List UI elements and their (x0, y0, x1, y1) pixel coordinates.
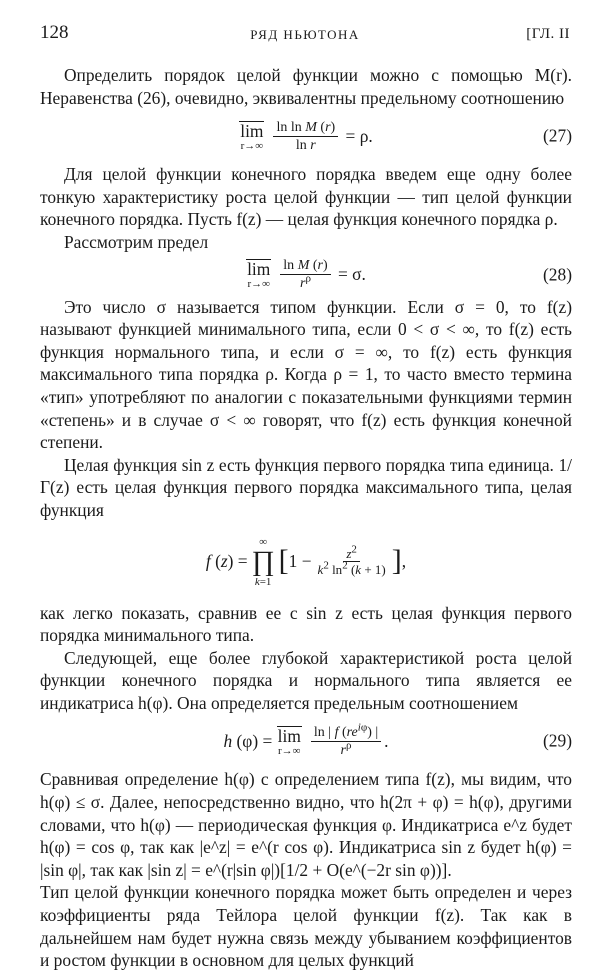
limsup-operator: lim r→∞ (247, 259, 271, 291)
equation-29: h (φ) = lim r→∞ $\frac{\ln | f (re^{i\varphi}) |}{r^\rho}$ . (29) (223, 721, 572, 758)
fraction: $\frac{\ln | f (re^{i\varphi}) |}{r^\rho}$ (311, 724, 381, 759)
paragraph-5: Целая функция sin z есть функция первого порядка типа единица. 1/Γ(z) есть целая функция первого порядка максимального типа, целая функция (40, 454, 572, 520)
equation-28: lim r→∞ $\frac{\text{ln M (r)}}{r^\rho}$ = σ. (28) (247, 258, 572, 292)
paragraph-4: Это число σ называется типом функции. Если σ = 0, то f(z) называют функцией минимального типа, если 0 < σ < ∞, то f(z) есть функция нормального типа, и если σ = ∞, то f(z) есть функция максимального типа порядка ρ. Когда ρ = 1, то часто вместо термина «тип» употребляют по аналогии с показательными функциями термин «степень» и в случае σ < ∞ говорят, что f(z) есть функция конечной степени. (40, 296, 572, 453)
equation-number: (28) (543, 264, 572, 285)
fraction: $\frac{\text{ln M (r)}}{r^\rho}$ (280, 257, 330, 292)
limsup-operator: lim r→∞ (277, 725, 301, 757)
limsup-operator: lim r→∞ (240, 120, 264, 152)
equation-product: f (z) = ∞ ∏ k=1 [ 1 − $\frac{z^2}{k^2 \ln^2 (k + 1)}$ ] , (205, 535, 407, 588)
chapter-label: [ГЛ. II (526, 26, 570, 42)
running-header (40, 22, 570, 44)
fraction: $\frac{z^2}{k^2 \ln^2 (k + 1)}$ (317, 543, 386, 577)
page-number: 128 (40, 22, 69, 43)
paragraph-3: Рассмотрим предел (64, 231, 209, 252)
paragraph-1: Определить порядок целой функции можно с помощью M(r). Неравенства (26), очевидно, эквивалентны предельному соотношению (40, 65, 572, 108)
equation-number: (29) (543, 731, 572, 752)
paragraph-9: Тип целой функции конечного порядка может быть определен и через коэффициенты ряда Тейлора целой функции f(z). Так как в дальнейшем нам будет нужна связь между убыванием коэффициентов и ростом функции в основном для целых функций (40, 882, 572, 971)
paragraph-7: Следующей, еще более глубокой характеристикой роста целой функции конечного порядка и нормального типа является ее индикатриса h(φ). Она определяется предельным соотношением (40, 647, 572, 713)
equation-number: (27) (543, 125, 572, 146)
paragraph-8: Сравнивая определение h(φ) с определением типа f(z), мы видим, что h(φ) ≤ σ. Далее, непосредственно видно, что h(2π + φ) = h(φ), другими словами, что h(φ) — периодическая функция φ. Индикатриса e^z будет h(φ) = cos φ, так как |e^z| = e^(r cos φ). Индикатриса sin z будет h(φ) = |sin φ|, так как |sin z| = e^(r|sin φ|)[1/2 + O(e^(−2r sin φ))]. (40, 769, 572, 880)
equation-27: lim r→∞ $\frac{\text{ln ln M (r)}}{\text{ln r}}$ = ρ. (27) (240, 119, 572, 153)
fraction: $\frac{\text{ln ln M (r)}}{\text{ln r}}$ (273, 119, 338, 154)
paragraph-2: Для целой функции конечного порядка введем еще одну более тонкую характеристику роста целой функции — тип целой функции конечного порядка. Пусть f(z) — целая функция конечного порядка ρ. (40, 164, 572, 230)
body-text (40, 64, 572, 972)
paragraph-6: как легко показать, сравнив ее с sin z есть целая функция первого порядка минимального типа. (40, 602, 572, 646)
product-operator: ∞ ∏ k=1 (251, 535, 275, 588)
running-title: РЯД НЬЮТОНА (250, 27, 360, 42)
